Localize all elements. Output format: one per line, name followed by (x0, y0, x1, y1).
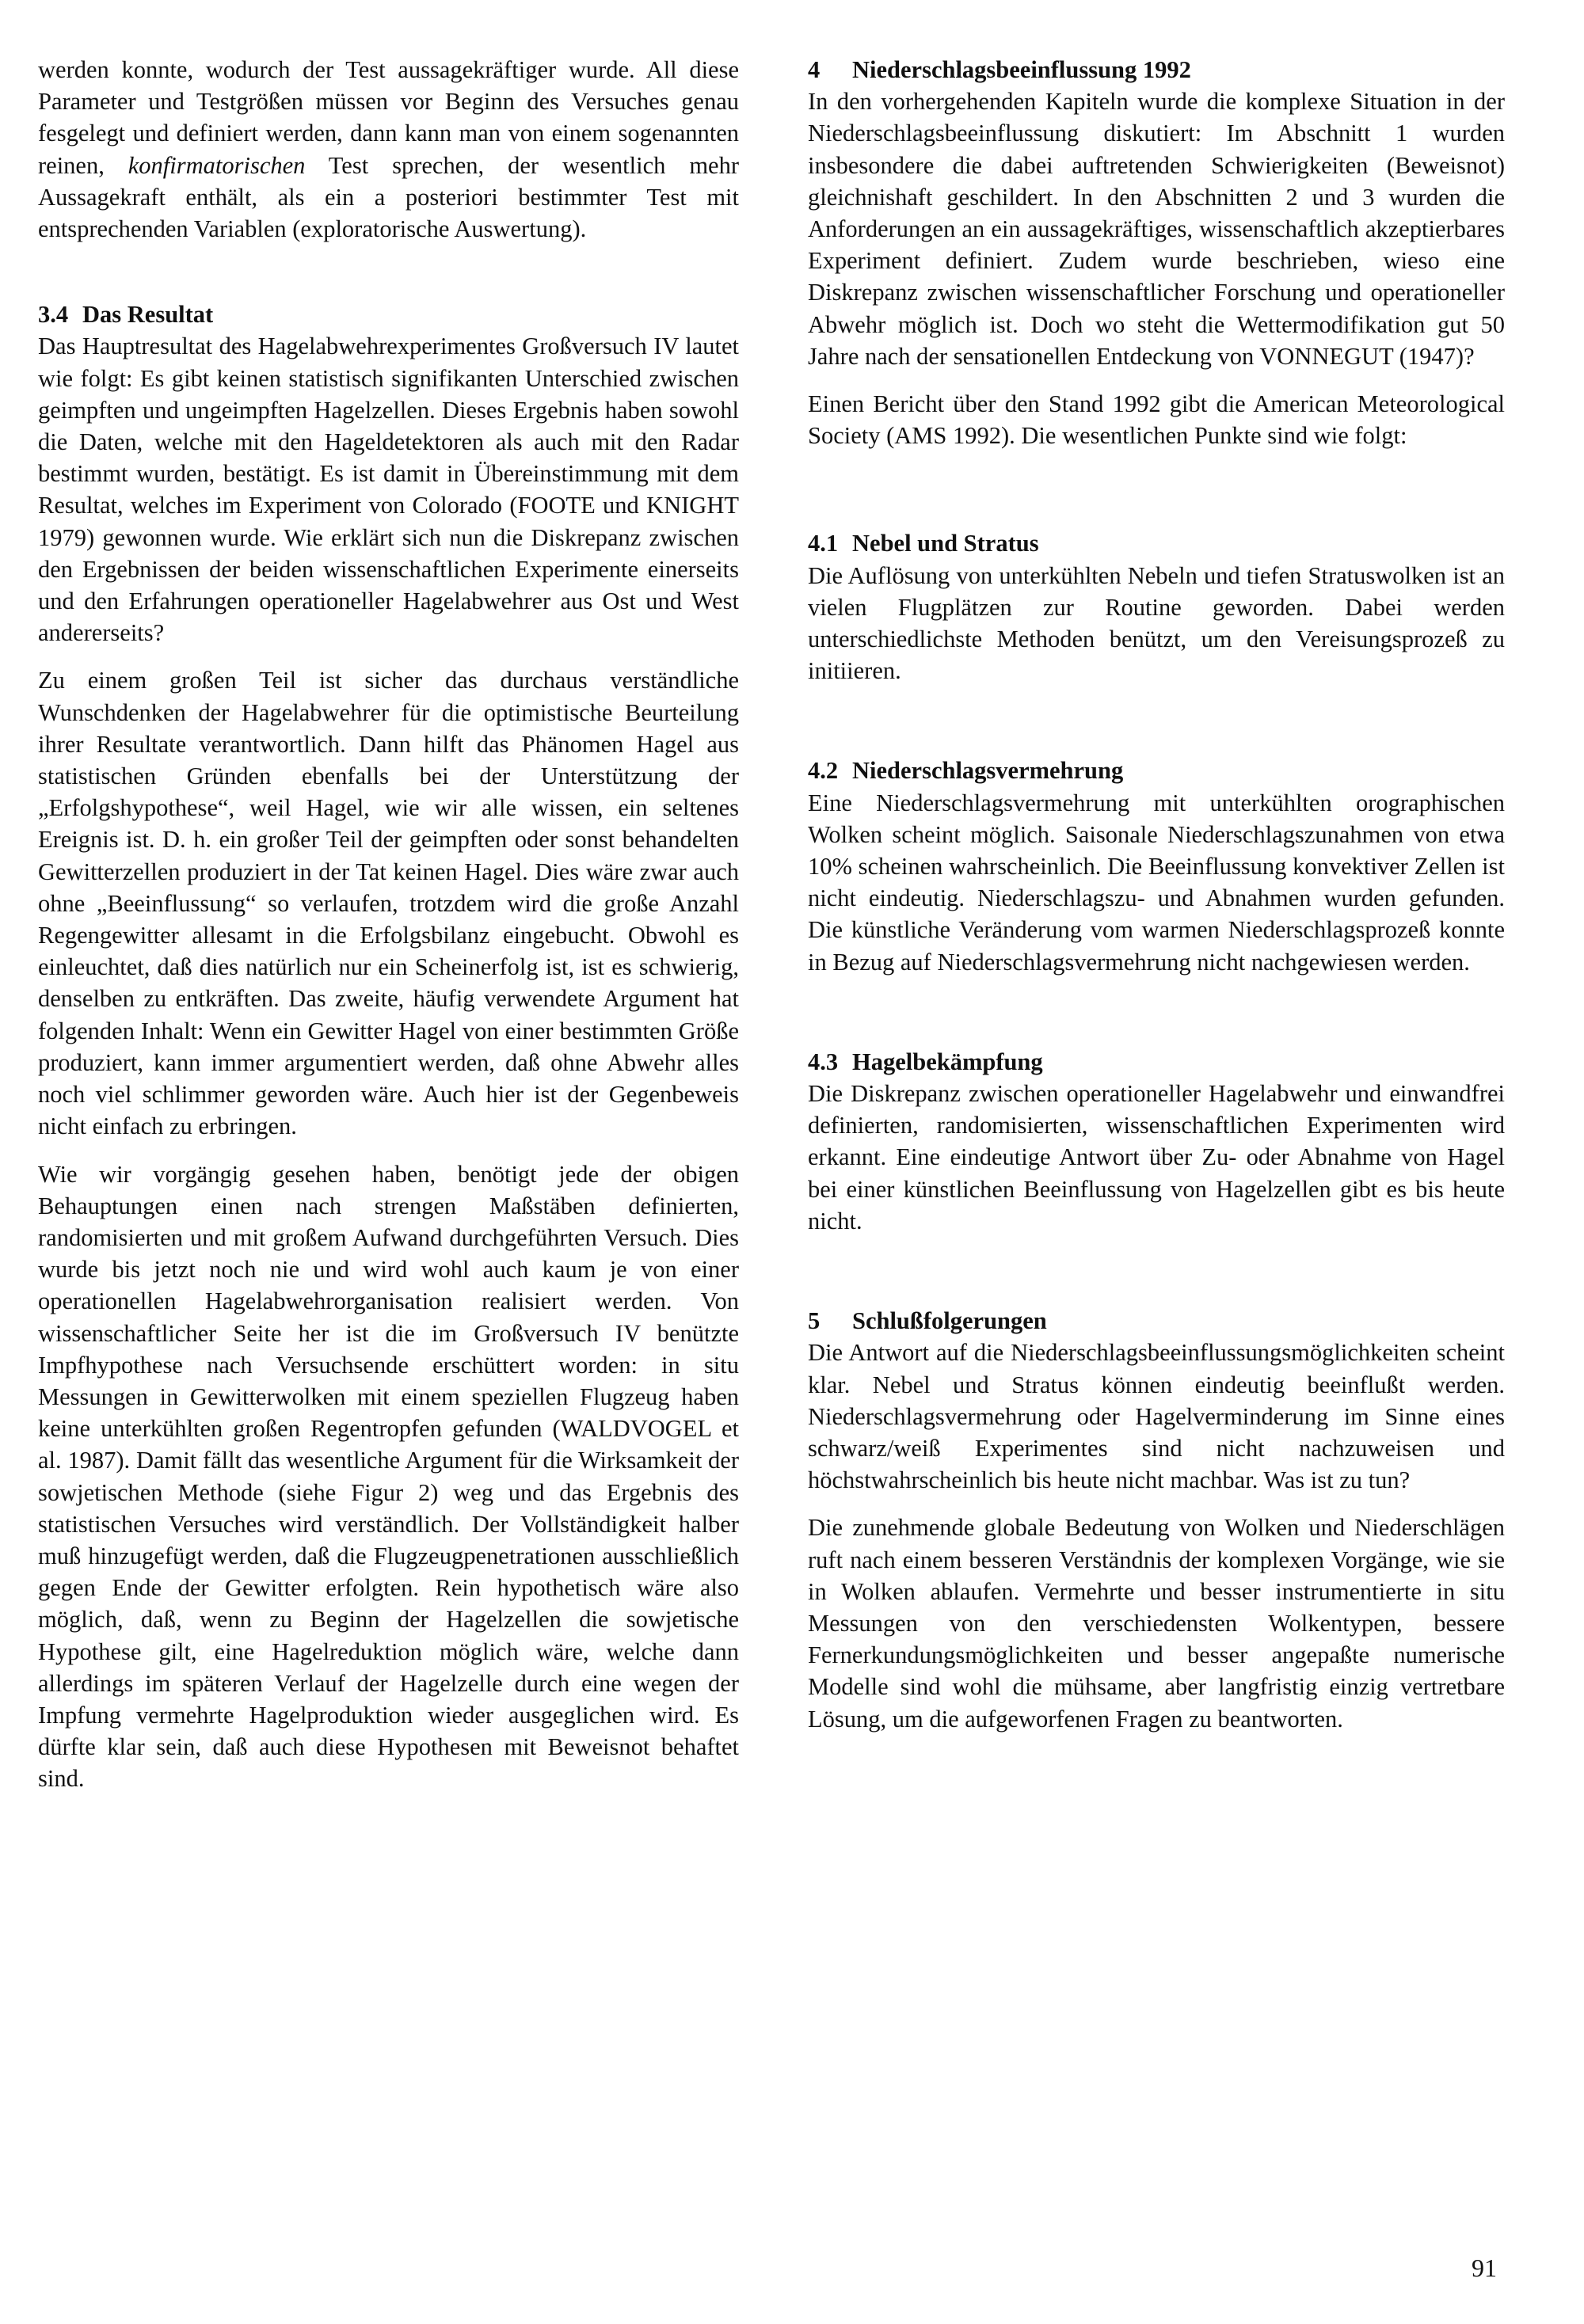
paragraph-hagelbekaempfung: Die Diskrepanz zwischen operationeller Hagelabwehr und einwandfrei definierten, randomisierten, wissenschaftlichen Experimenten wird erkannt. Eine eindeutige Antwort über Zu- oder Abnahme von Hagel bei einer künstlichen Beeinflussung von Hagelzellen gibt es bis heute nicht. (808, 1080, 1505, 1234)
section-title: Das Resultat (82, 301, 214, 329)
section-title: Hagelbekämpfung (852, 1048, 1043, 1075)
section-title: Niederschlagsbeeinflussung 1992 (852, 56, 1191, 83)
paragraph-hauptresultat: Das Hauptresultat des Hagelabwehrexperimentes Großversuch IV lautet wie folgt: Es gibt keinen statistisch signifikanten Unterschied zwischen geimpften und ungeimpften Hagelzellen. Dieses Ergebnis haben sowohl die Daten, welche mit den Hageldetektoren als auch mit den Radar bestimmt wurden, bestätigt. Es ist damit in Übereinstimmung mit dem Resultat, welches im Experiment von Colorado (FOOTE und KNIGHT 1979) gewonnen wurde. Wie erklärt sich nun die Diskrepanz zwischen den Ergebnissen der beiden wissenschaftlichen Experimente einerseits und den Erfahrungen operationeller Hagelabwehrer aus Ost und West andererseits? (38, 333, 739, 647)
page-number: 91 (1472, 2254, 1497, 2282)
section-heading-3-4 (38, 299, 739, 330)
section-heading-4-1 (808, 527, 1505, 559)
paragraph-text: Test sprechen, der wesentlich mehr Aussagekraft enthält, als ein a posteriori bestimmter Test mit entsprechenden Variablen (exploratorische Auswertung). (38, 151, 739, 243)
paragraph-vorhergehende-kapitel: In den vorhergehenden Kapiteln wurde die komplexe Situation in der Niederschlagsbeeinflussung diskutiert: Im Abschnitt 1 wurden insbesondere die dabei auftretenden Schwierigkeiten (Beweisnot) gleichnishaft geschildert. In den Abschnitten 2 und 3 wurden die Anforderungen an ein aussagekräftiges, wissenschaftlich akzeptierbares Experiment definiert. Zudem wurde beschrieben, wieso eine Diskrepanz zwischen wissenschaftlicher Forschung und operationeller Abwehr möglich ist. Doch wo steht die Wettermodifikation gut 50 Jahre nach der sensationellen Entdeckung von VONNEGUT (1947)? (808, 88, 1505, 370)
section-heading-4 (808, 54, 1505, 86)
italic-term: konfirmatorischen (128, 151, 306, 179)
section-heading-4-2 (808, 755, 1505, 786)
section-title: Niederschlagsvermehrung (852, 757, 1124, 785)
section-number: 3.4 (38, 301, 69, 329)
paragraph-niederschlagsvermehrung: Eine Niederschlagsvermehrung mit unterkühlten orographischen Wolken scheint möglich. Saisonale Niederschlagszunahmen von etwa 10% scheinen wahrscheinlich. Die Beeinflussung konvektiver Zellen ist nicht eindeutig. Niederschlagszu- und Abnahmen wurden gefunden. Die künstliche Veränderung vom warmen Niederschlagsprozeß konnte in Bezug auf Niederschlagsvermehrung nicht nachgewiesen werden. (808, 789, 1505, 976)
section-heading-5 (808, 1305, 1505, 1337)
section-number: 4.3 (808, 1048, 839, 1075)
paragraph-behauptungen: Wie wir vorgängig gesehen haben, benötigt jede der obigen Behauptungen einen nach strengen Maßstäben definierten, randomisierten und mit großem Aufwand durchgeführten Versuch. Dies wurde bis jetzt noch nie und wird wohl auch kaum je von einer operationellen Hagelabwehrorganisation realisiert werden. Von wissenschaftlicher Seite her ist die im Großversuch IV benützte Impfhypothese nach Versuchsende erschüttert worden: in situ Messungen in Gewitterwolken mit einem speziellen Flugzeug haben keine unterkühlten großen Regentropfen gefunden (WALDVOGEL et al. 1987). Damit fällt das wesentliche Argument für die Wirksamkeit der sowjetischen Methode (siehe Figur 2) weg und das Ergebnis des statistischen Versuches wird verständlich. Der Vollständigkeit halber muß hinzugefügt werden, daß die Flugzeugpenetrationen ausschließlich gegen Ende der Gewitter erfolgten. Rein hypothetisch wäre also möglich, daß, wenn zu Beginn der Hagelzellen die sowjetische Hypothese gilt, eine Hagelreduktion möglich wäre, welche dann allerdings im späteren Verlauf der Hagelzelle durch eine wegen der Impfung vermehrte Hagelproduktion wieder ausgeglichen wird. Es dürfte klar sein, daß auch diese Hypothesen mit Beweisnot behaftet sind. (38, 1160, 739, 1793)
paragraph-schlussfolgerung-ausblick: Die zunehmende globale Bedeutung von Wolken und Niederschlägen ruft nach einem besseren Verständnis der komplexen Vorgänge, wie sie in Wolken ablaufen. Vermehrte und besser instrumentierte in situ Messungen von den verschiedensten Wolkentypen, bessere Fernerkundungsmöglichkeiten und besser angepaßte numerische Modelle sind wohl die mühsame, aber langfristig einzig vertretbare Lösung, um die aufgeworfenen Fragen zu beantworten. (808, 1514, 1505, 1733)
paragraph-wunschdenken: Zu einem großen Teil ist sicher das durchaus verständliche Wunschdenken der Hagelabwehrer für die optimistische Beurteilung ihrer Resultate verantwortlich. Dann hilft das Phänomen Hagel aus statistischen Gründen ebenfalls bei der Unterstützung der „Erfolgshypothese“, weil Hagel, wie wir alle wissen, ein seltenes Ereignis ist. D. h. ein großer Teil der geimpften oder sonst behandelten Gewitterzellen produziert in der Tat keinen Hagel. Dies wäre zwar auch ohne „Beeinflussung“ so verlaufen, trotzdem wird die große Anzahl Regengewitter allesamt in die Erfolgsbilanz eingebucht. Obwohl es einleuchtet, daß dies natürlich nur ein Scheinerfolg ist, ist es schwierig, denselben zu entkräften. Das zweite, häufig verwendete Argument hat folgenden Inhalt: Wenn ein Gewitter Hagel von einer bestimmten Größe produziert, kann immer argumentiert werden, daß ohne Abwehr alles noch viel schlimmer geworden wäre. Auch hier ist der Gegenbeweis nicht einfach zu erbringen. (38, 667, 739, 1140)
paragraph-text: werden konnte, wodurch der Test aussagekräftiger wurde. All diese Parameter und Testgrößen müssen vor Beginn des Versuches genau fesgelegt und definiert werden, dann kann man von einem sogenannten reinen, (38, 56, 739, 179)
paragraph-nebel-stratus: Die Auflösung von unterkühlten Nebeln und tiefen Stratuswolken ist an vielen Flugplätzen zur Routine geworden. Dabei werden unterschiedlichste Methoden benützt, um den Vereisungsprozeß zu initiieren. (808, 561, 1505, 685)
section-title: Schlußfolgerungen (852, 1307, 1047, 1335)
paragraph-ams-bericht: Einen Bericht über den Stand 1992 gibt die American Meteorological Society (AMS 1992). Die wesentlichen Punkte sind wie folgt: (808, 390, 1505, 450)
paragraph-test-parameters (38, 54, 739, 245)
right-column (808, 54, 1505, 1751)
section-number: 4 (808, 56, 821, 83)
paragraph-schlussfolgerung-antwort: Die Antwort auf die Niederschlagsbeeinflussungsmöglichkeiten scheint klar. Nebel und Stratus können eindeutig beeinflußt werden. Niederschlagsvermehrung oder Hagelverminderung im Sinne eines schwarz/weiß Experimentes sind nicht nachzuweisen und höchstwahrscheinlich bis heute nicht machbar. Was ist zu tun? (808, 1339, 1505, 1494)
section-heading-4-3 (808, 1046, 1505, 1078)
section-number: 4.1 (808, 530, 839, 557)
section-title: Nebel und Stratus (852, 530, 1039, 557)
section-number: 4.2 (808, 757, 839, 785)
section-number: 5 (808, 1307, 821, 1335)
left-column (38, 54, 739, 1811)
